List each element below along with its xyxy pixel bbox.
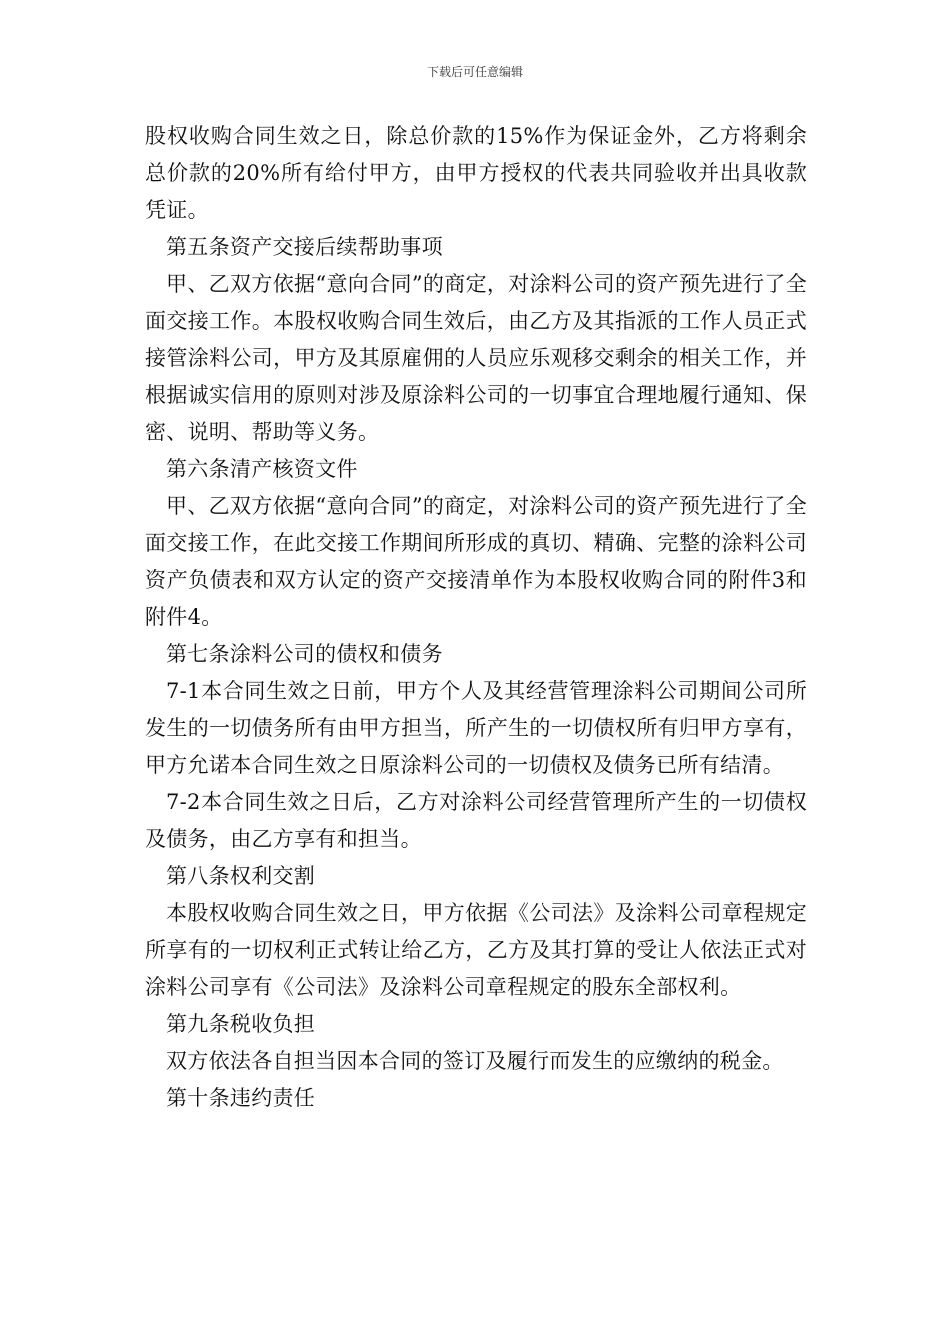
article-9-heading: 第九条税收负担 <box>166 1012 316 1036</box>
article-5-body: 甲、乙双方依据“意向合同”的商定，对涂料公司的资产预先进行了全面交接工作。本股权收购合同生效后，由乙方及其指派的工作人员正式接管涂料公司，甲方及其原雇佣的人员应乐观移交剩余的相关工作，并根据诚实信用的原则对涉及原涂料公司的一切事宜合理地履行通知、保密、说明、帮助等义务。 <box>145 272 807 444</box>
article-6-heading: 第六条清产核资文件 <box>166 457 358 481</box>
article-7-1-body: 7-1本合同生效之日前，甲方个人及其经营管理涂料公司期间公司所发生的一切债务所有由甲方担当，所产生的一切债权所有归甲方享有，甲方允诺本合同生效之日原涂料公司的一切债权及债务已所有结清。 <box>145 679 807 777</box>
article-7-heading: 第七条涂料公司的债权和债务 <box>166 642 443 666</box>
article-5-heading: 第五条资产交接后续帮助事项 <box>166 235 443 259</box>
article-9-body: 双方依法各自担当因本合同的签订及履行而发生的应缴纳的税金。 <box>166 1049 784 1073</box>
paragraph-payment-terms: 股权收购合同生效之日，除总价款的15%作为保证金外，乙方将剩余总价款的20%所有给付甲方，由甲方授权的代表共同验收并出具收款凭证。 <box>145 124 807 222</box>
page-header: 下载后可任意编辑 <box>426 65 523 79</box>
article-8-heading: 第八条权利交割 <box>166 864 316 888</box>
article-10-heading: 第十条违约责任 <box>166 1086 316 1110</box>
article-6-body: 甲、乙双方依据“意向合同”的商定，对涂料公司的资产预先进行了全面交接工作，在此交接工作期间所形成的真切、精确、完整的涂料公司资产负债表和双方认定的资产交接清单作为本股权收购合同的附件3和附件4。 <box>145 494 807 629</box>
article-7-2-body: 7-2本合同生效之日后，乙方对涂料公司经营管理所产生的一切债权及债务，由乙方享有和担当。 <box>145 790 807 851</box>
article-8-body: 本股权收购合同生效之日，甲方依据《公司法》及涂料公司章程规定所享有的一切权利正式转让给乙方，乙方及其打算的受让人依法正式对涂料公司享有《公司法》及涂料公司章程规定的股东全部权利。 <box>145 901 807 999</box>
document-body <box>145 118 807 1117</box>
